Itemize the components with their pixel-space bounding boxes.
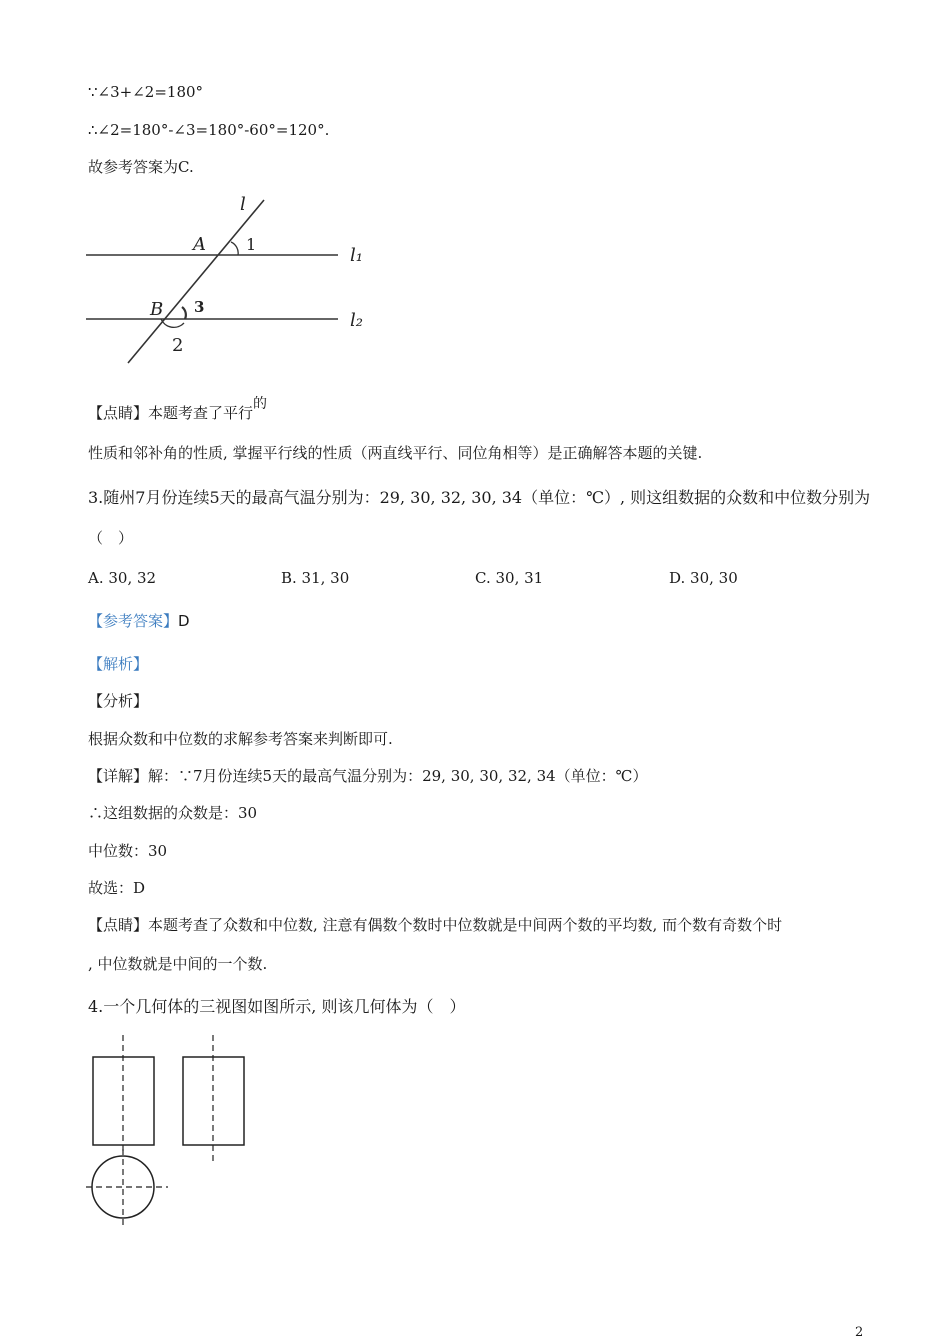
label-b: B xyxy=(150,299,164,320)
choice-line: 故选：D xyxy=(88,879,146,897)
option-a: A. 30, 32 xyxy=(88,569,157,587)
label-l1: l₁ xyxy=(350,245,363,266)
mode-line: ∴这组数据的众数是：30 xyxy=(88,804,258,822)
label-angle-1: 1 xyxy=(246,235,257,254)
median-line: 中位数：30 xyxy=(88,842,168,860)
note-line1: 【点睛】本题考查了众数和中位数, 注意有偶数个数时中位数就是中间两个数的平均数, 而个数有奇数个时 xyxy=(88,916,783,934)
angle-3-arc xyxy=(182,307,186,319)
page-number: 2 xyxy=(855,1325,864,1340)
option-d: D. 30, 30 xyxy=(669,569,738,587)
analysis-label: 【解析】 xyxy=(88,655,149,673)
label-angle-2: 2 xyxy=(172,335,184,356)
label-a: A xyxy=(193,234,206,255)
point-note-superscript: 的 xyxy=(253,396,268,412)
line-l xyxy=(128,200,264,363)
question-4: 4.一个几何体的三视图如图所示, 则该几何体为（ ） xyxy=(88,997,466,1016)
angle-1-arc xyxy=(231,242,238,255)
reference-answer xyxy=(88,611,190,631)
parallel-lines-figure xyxy=(86,195,376,370)
note-line2: , 中位数就是中间的一个数. xyxy=(88,955,268,973)
option-b: B. 31, 30 xyxy=(281,569,350,587)
option-c: C. 30, 31 xyxy=(475,569,544,587)
label-l: l xyxy=(240,194,246,215)
step-angle-2: ∴∠2=180°-∠3=180°-60°=120°. xyxy=(88,121,330,139)
fenxi-text: 根据众数和中位数的求解参考答案来判断即可. xyxy=(88,730,393,748)
label-l2: l₂ xyxy=(350,310,363,331)
point-note-line1 xyxy=(88,396,268,424)
answer-statement: 故参考答案为C. xyxy=(88,158,194,176)
reference-answer-label: 【参考答案】 xyxy=(88,612,179,630)
fenxi-label: 【分析】 xyxy=(88,692,149,710)
step-angle-sum: ∵∠3+∠2=180° xyxy=(88,83,204,101)
point-note-text: 【点睛】本题考查了平行 xyxy=(88,404,254,422)
reference-answer-value: D xyxy=(178,612,190,630)
three-view-figure xyxy=(86,1035,266,1230)
question-3-paren: （ ） xyxy=(88,529,134,547)
question-3: 3.随州7月份连续5天的最高气温分别为：29, 30, 32, 30, 34（单位：℃）, 则这组数据的众数和中位数分别为 xyxy=(88,488,871,507)
point-note-line2: 性质和邻补角的性质, 掌握平行线的性质（两直线平行、同位角相等）是正确解答本题的关键. xyxy=(88,444,703,462)
detail-line: 【详解】解：∵7月份连续5天的最高气温分别为：29, 30, 30, 32, 34（单位：℃） xyxy=(88,767,648,785)
label-angle-3: 3 xyxy=(194,298,205,316)
